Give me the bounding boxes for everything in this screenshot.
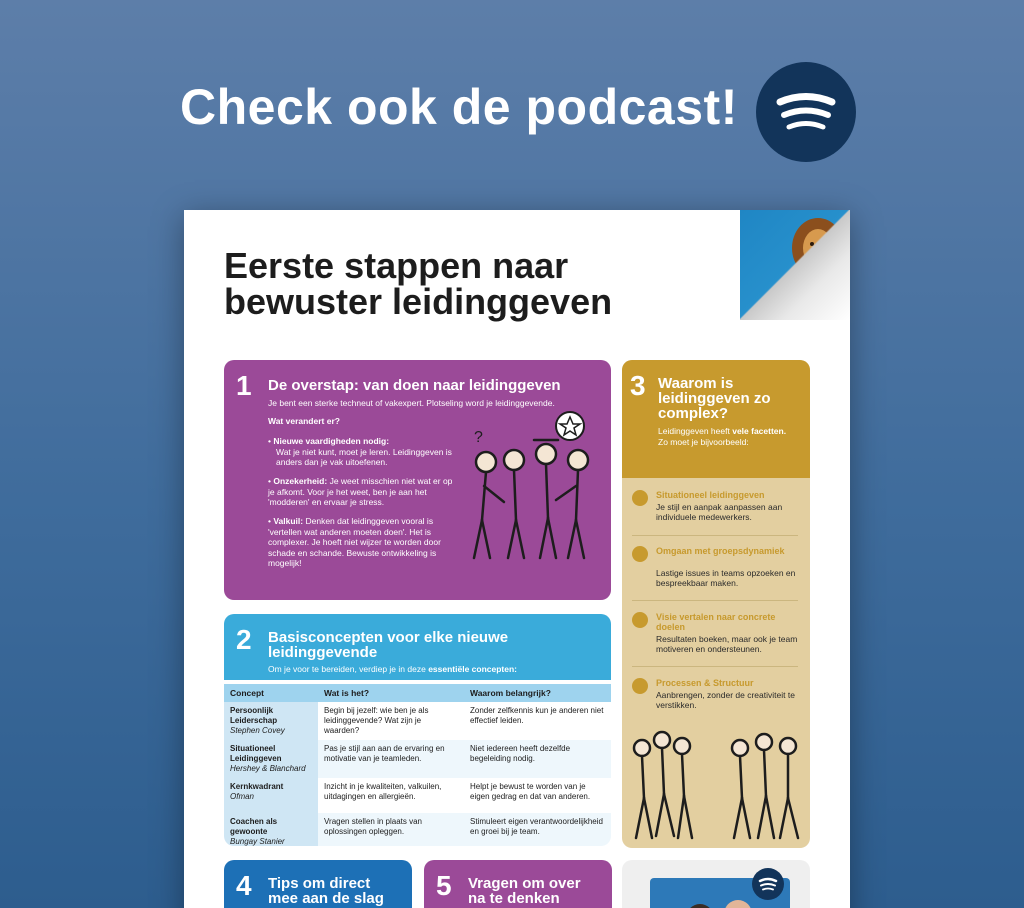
spotify-icon bbox=[752, 868, 784, 900]
table-row bbox=[224, 702, 611, 740]
item-title: Visie vertalen naar concrete doelen bbox=[656, 612, 776, 632]
card-title-line-2: leidinggevende bbox=[268, 644, 378, 661]
spotify-icon[interactable] bbox=[756, 62, 856, 162]
document-title bbox=[224, 245, 664, 322]
what-cell: Begin bij jezelf: wie ben je als leidinggevende? Wat zijn je waarden? bbox=[324, 706, 429, 735]
card-intro-text: Om je voor te bereiden, verdiep je in deze bbox=[268, 664, 426, 674]
card-title bbox=[268, 876, 408, 906]
card-title-line-1: Basisconcepten voor elke nieuwe bbox=[268, 629, 509, 646]
item-desc: Lastige issues in teams opzoeken en bespreekbaar maken. bbox=[656, 568, 796, 588]
column-header: Waarom belangrijk? bbox=[464, 684, 611, 702]
bullet-item: • Valkuil: Denken dat leidinggeven vooral is 'vertellen wat anderen moeten doen'. Het is complexer. Je hoeft niet wijzer te worden door schade en schande. Bewuste ontwikkeling is mogelijk! bbox=[268, 516, 441, 568]
group-icon bbox=[632, 546, 648, 562]
bullet-label: Nieuwe vaardigheden nodig: bbox=[273, 436, 390, 446]
item-title: Omgaan met groepsdynamiek bbox=[656, 546, 785, 556]
card-intro bbox=[658, 426, 803, 447]
card-header bbox=[622, 360, 810, 478]
bullet-item: • Nieuwe vaardigheden nodig: Wat je niet kunt, moet je leren. Leidinggeven is anders dan je vak uitoefenen. bbox=[268, 436, 458, 468]
target-icon bbox=[632, 612, 648, 628]
spotify-waves bbox=[756, 62, 856, 162]
card-title-line-1: Tips om direct bbox=[268, 875, 371, 892]
card-header bbox=[224, 614, 611, 680]
card-title bbox=[468, 876, 608, 906]
concept-name: Kernkwadrant bbox=[230, 782, 284, 791]
card-number: 3 bbox=[630, 370, 646, 401]
item-title: Situationeel leidinggeven bbox=[656, 490, 765, 500]
card-title bbox=[268, 630, 598, 660]
card-title: Waarom is leidinggeven zo complex? bbox=[658, 375, 771, 422]
bullet-text: Wat je niet kunt, moet je leren. Leidinggeven is anders dan je vak uitoefenen. bbox=[276, 446, 452, 467]
bullet-item: • Onzekerheid: Je weet misschien niet wat er op je afkomt. Voor je het weet, ben je aan het 'modderen' en ervaar je stress. bbox=[268, 476, 453, 507]
concept-name: Situationeel Leidinggeven bbox=[230, 744, 282, 763]
card-question: Wat verandert er? bbox=[268, 416, 340, 426]
stick-figures-illustration bbox=[624, 726, 808, 844]
document-preview bbox=[184, 210, 850, 908]
divider bbox=[632, 600, 798, 601]
column-header: Wat is het? bbox=[318, 684, 464, 702]
item-desc: Aanbrengen, zonder de creativiteit te verstikken. bbox=[656, 690, 795, 710]
item-desc: Je stijl en aanpak aanpassen aan individuele medewerkers. bbox=[656, 502, 783, 522]
concept-cell bbox=[224, 702, 318, 740]
card-transition bbox=[224, 360, 611, 600]
concept-author: Hershey & Blanchard bbox=[230, 764, 306, 773]
table-row bbox=[224, 740, 611, 778]
table-row bbox=[224, 813, 611, 846]
title-line-1: Eerste stappen naar bbox=[224, 245, 569, 286]
card-intro-end: Zo moet je bijvoorbeeld: bbox=[658, 436, 749, 447]
card-number: 2 bbox=[236, 624, 252, 655]
why-cell: Niet iedereen heeft dezelfde begeleiding nodig. bbox=[464, 740, 611, 778]
why-cell: Stimuleert eigen verantwoordelijkheid en groei bij je team. bbox=[464, 813, 611, 846]
what-cell: Inzicht in je kwaliteiten, valkuilen, uitdagingen en allergieën. bbox=[324, 782, 442, 801]
concept-cell bbox=[224, 740, 318, 778]
item-desc: Resultaten boeken, maar ook je team motiveren en ondersteunen. bbox=[656, 634, 798, 654]
spotify-waves bbox=[752, 868, 784, 900]
table-row bbox=[224, 778, 611, 813]
card-intro: Je bent een sterke techneut of vakexpert. Plotseling word je leidinggevende. bbox=[268, 398, 555, 408]
bullet-label: Valkuil: bbox=[273, 516, 304, 526]
concept-cell bbox=[224, 813, 318, 846]
corner-lion-image bbox=[740, 210, 850, 320]
concept-author: Ofman bbox=[230, 792, 255, 801]
table-header-row bbox=[224, 684, 611, 702]
card-title-line-2: na te denken bbox=[468, 890, 560, 907]
card-concepts bbox=[224, 614, 611, 846]
divider bbox=[632, 666, 798, 667]
card-number: 1 bbox=[236, 370, 252, 401]
why-cell: Helpt je bewust te worden van je eigen gedrag en dat van anderen. bbox=[470, 782, 591, 801]
page-curl bbox=[740, 210, 850, 320]
card-tips bbox=[224, 860, 412, 908]
podcast-headline: Check ook de podcast! bbox=[180, 79, 738, 135]
card-podcast-photo bbox=[622, 860, 810, 908]
card-intro-bold: vele facetten. bbox=[732, 426, 787, 436]
concept-cell bbox=[224, 778, 318, 813]
card-complexity bbox=[622, 360, 810, 848]
what-cell: Pas je stijl aan aan de ervaring en motivatie van je teamleden. bbox=[318, 740, 464, 778]
bullet-label: Onzekerheid: bbox=[273, 476, 328, 486]
bullet-text: Denken dat leidinggeven vooral is 'vertellen wat anderen moeten doen'. Het is complexer. Je hoeft niet wijzer te worden door schade en schande. Bewuste ontwikkeling is mogelijk! bbox=[268, 516, 441, 568]
item-title: Processen & Structuur bbox=[656, 678, 754, 688]
process-icon bbox=[632, 678, 648, 694]
concepts-table bbox=[224, 684, 611, 846]
card-intro-text: Leidinggeven heeft bbox=[658, 426, 730, 436]
bullet-text: Je weet misschien niet wat er op je afkomt. Voor je het weet, ben je aan het 'modderen' en ervaar je stress. bbox=[268, 476, 453, 507]
card-title: De overstap: van doen naar leidinggeven bbox=[268, 377, 561, 394]
card-title-line-2: mee aan de slag bbox=[268, 890, 384, 907]
card-intro-bold: essentiële concepten: bbox=[428, 664, 517, 674]
brain-icon bbox=[632, 490, 648, 506]
concept-author: Stephen Covey bbox=[230, 726, 285, 735]
card-title-line-1: Vragen om over bbox=[468, 875, 581, 892]
svg-text:?: ? bbox=[474, 429, 483, 446]
what-cell: Vragen stellen in plaats van oplossingen opleggen. bbox=[318, 813, 464, 846]
divider bbox=[632, 535, 798, 536]
card-number: 4 bbox=[236, 870, 252, 901]
people-illustration bbox=[464, 410, 609, 570]
concept-author: Bungay Stanier bbox=[230, 837, 285, 846]
why-cell: Zonder zelfkennis kun je anderen niet effectief leiden. bbox=[470, 706, 604, 725]
column-header: Concept bbox=[224, 684, 318, 702]
card-intro bbox=[268, 664, 598, 675]
card-number: 5 bbox=[436, 870, 452, 901]
title-line-2: bewuster leidinggeven bbox=[224, 281, 613, 322]
concept-name: Persoonlijk Leiderschap bbox=[230, 706, 278, 725]
card-questions bbox=[424, 860, 612, 908]
concept-name: Coachen als gewoonte bbox=[230, 817, 278, 836]
